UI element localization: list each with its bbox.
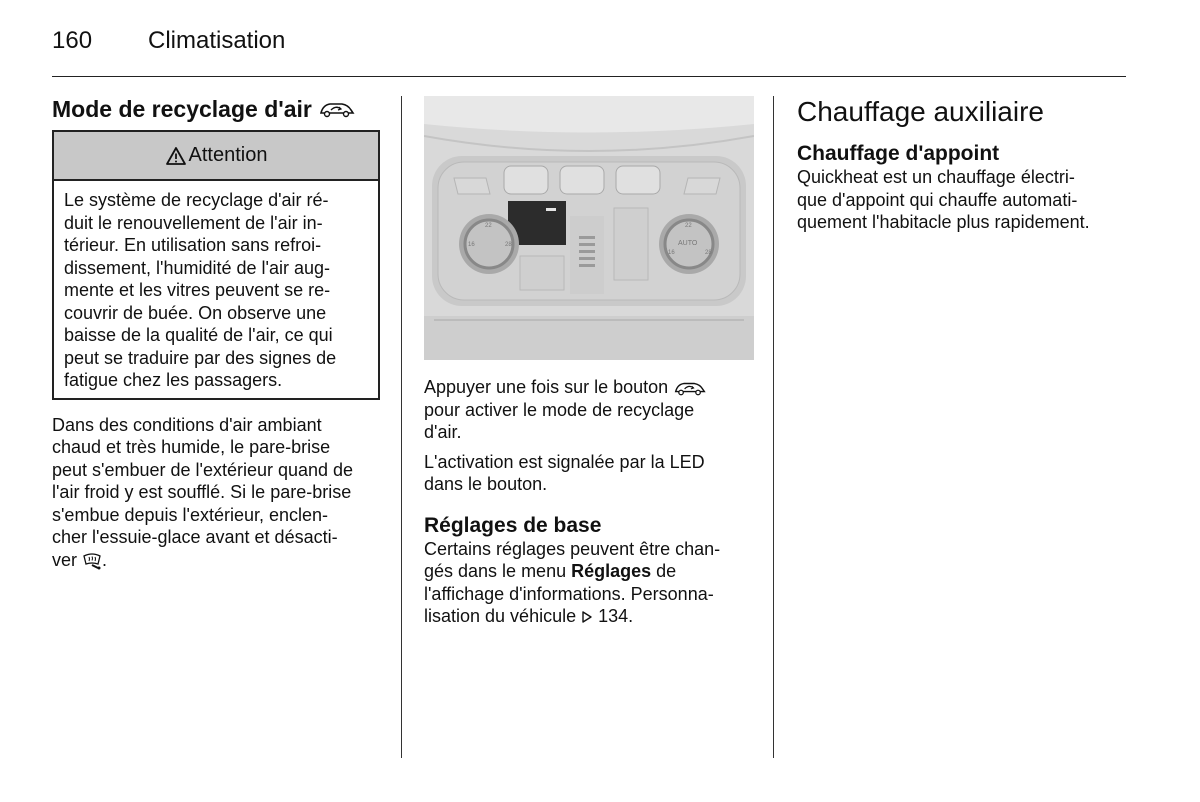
paragraph-text: gés dans le menu: [424, 561, 572, 581]
paragraph-line: que d'appoint qui chauffe automati-: [797, 189, 1078, 210]
column-divider-1: [401, 96, 402, 758]
paragraph-line: pour activer le mode de recyclage: [424, 399, 695, 420]
right-knob-label-left: 16: [668, 250, 675, 256]
paragraph-line: Certains réglages peuvent être chan-: [424, 538, 721, 559]
paragraph-text: ver: [52, 549, 78, 570]
air-recirculation-icon: [318, 99, 356, 119]
paragraph-line: d'air.: [424, 422, 462, 442]
section-heading-recirculation: [52, 94, 380, 124]
left-knob-label-top: 22: [485, 223, 492, 229]
page-reference-icon: [581, 610, 593, 624]
right-knob-label-center: AUTO: [678, 240, 698, 247]
paragraph-line: peut s'embuer de l'extérieur quand de: [52, 459, 354, 480]
climate-panel-illustration: [424, 96, 754, 360]
paragraph-line: [424, 605, 754, 628]
paragraph-line: dans le bouton.: [424, 474, 548, 494]
paragraph-line: [424, 376, 754, 399]
subheading-quickheat: Chauffage d'appoint: [797, 142, 1000, 165]
column-3: [797, 94, 1137, 234]
warning-line: duit le renouvellement de l'air in-: [64, 212, 323, 233]
left-knob-label-left: 16: [468, 242, 475, 248]
paragraph-line: l'air froid y est soufflé. Si le pare-brise: [52, 482, 352, 502]
warning-box: [52, 130, 380, 400]
air-recirculation-icon: [673, 379, 707, 397]
paragraph-line: Dans des conditions d'air ambiant: [52, 414, 322, 435]
paragraph-line: quement l'habitacle plus rapidement.: [797, 212, 1090, 232]
page-header: [52, 24, 1126, 77]
subheading-basic-settings: Réglages de base: [424, 513, 602, 537]
paragraph-text: lisation du véhicule: [424, 606, 582, 626]
paragraph-led: [424, 451, 754, 496]
warning-line: fatigue chez les passagers.: [64, 370, 283, 390]
right-knob-label-top: 22: [685, 223, 692, 229]
warning-body: [54, 181, 378, 398]
paragraph-text: de: [651, 561, 677, 581]
climate-control-panel-image: [424, 96, 754, 360]
right-knob-label-right: 28: [705, 250, 712, 256]
settings-menu-name: Réglages: [571, 561, 652, 581]
warning-line: baisse de la qualité de l'air, ce qui: [64, 325, 333, 345]
warning-line: mente et les vitres peuvent se re-: [64, 280, 331, 300]
paragraph-line: l'affichage d'informations. Personna-: [424, 583, 714, 604]
page-number: 160: [52, 27, 93, 54]
paragraph-end: .: [628, 606, 634, 626]
warning-line: peut se traduire par des signes de: [64, 347, 337, 368]
column-1: [52, 94, 380, 571]
windscreen-defrost-icon: [82, 552, 102, 570]
column-divider-2: [773, 96, 774, 758]
paragraph-recirculation: [424, 376, 754, 444]
warning-triangle-icon: [165, 146, 187, 166]
warning-header: [54, 132, 378, 181]
paragraph-line: s'embue depuis l'extérieur, enclen-: [52, 504, 329, 525]
paragraph-text: Appuyer une fois sur le bouton: [424, 377, 669, 397]
paragraph-quickheat: [797, 166, 1137, 234]
warning-line: térieur. En utilisation sans refroi-: [64, 235, 322, 255]
paragraph-line: cher l'essuie-glace avant et désacti-: [52, 527, 338, 547]
paragraph-line: Quickheat est un chauffage électri-: [797, 167, 1075, 187]
warning-title: Attention: [188, 144, 268, 166]
warning-line: dissement, l'humidité de l'air aug-: [64, 257, 331, 278]
page-reference-link[interactable]: 134: [598, 606, 629, 626]
paragraph-line: [52, 549, 380, 572]
paragraph-settings: [424, 538, 754, 628]
warning-line: couvrir de buée. On observe une: [64, 302, 327, 323]
paragraph-line: [424, 560, 754, 583]
body-paragraph: [52, 414, 380, 572]
section-heading-auxiliary-heating: Chauffage auxiliaire: [797, 96, 1044, 127]
paragraph-line: chaud et très humide, le pare-brise: [52, 437, 331, 457]
left-knob-label-right: 28: [505, 242, 512, 248]
paragraph-line: L'activation est signalée par la LED: [424, 451, 705, 472]
warning-line: Le système de recyclage d'air ré-: [64, 190, 329, 210]
heading-text: Mode de recyclage d'air: [52, 96, 312, 122]
paragraph-end: .: [102, 549, 108, 570]
chapter-title: Climatisation: [148, 27, 286, 54]
column-2: [424, 96, 754, 628]
